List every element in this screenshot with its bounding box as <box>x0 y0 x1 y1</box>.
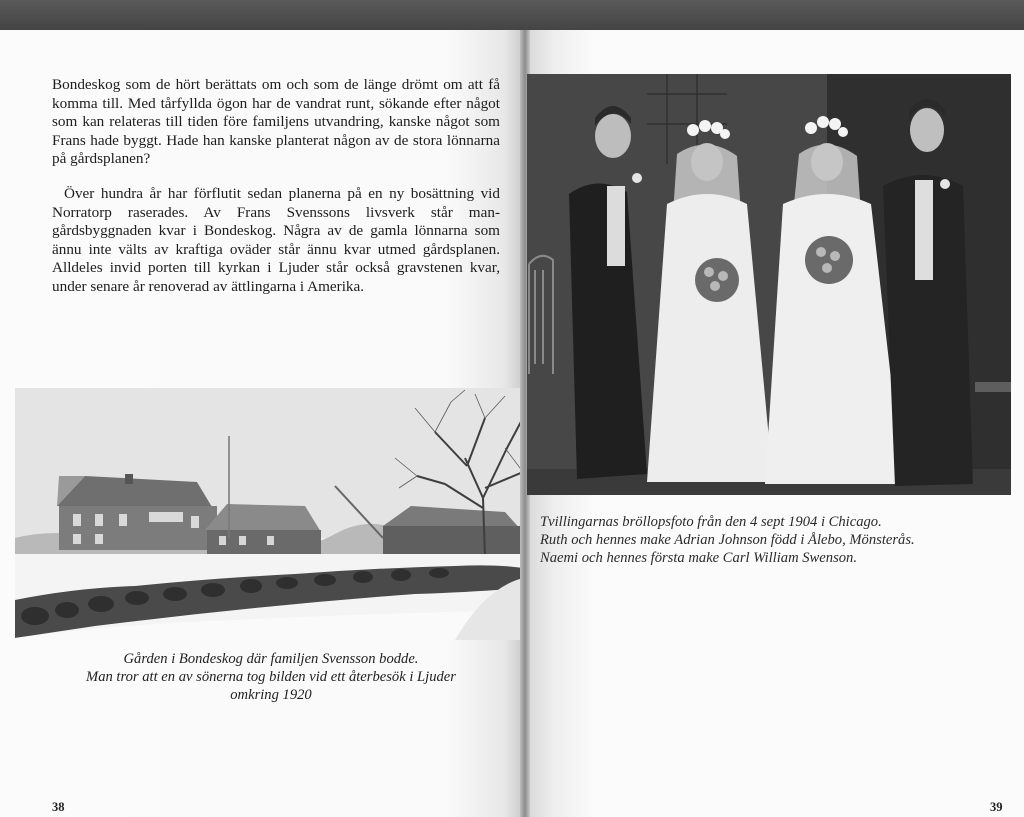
caption-line: Gården i Bondeskog där familjen Svensson bodde. <box>123 651 419 667</box>
caption-line: Man tror att en av sönerna tog bilden vid ett återbesök i Ljuder <box>86 669 456 685</box>
body-paragraph-2: Över hundra år har förflutit sedan planerna på en ny bosättning vid Norratorp raserades. Av Frans Svenssons livsverk står man-gårdsbyggnaden kvar i Bondeskog. Några av de gamla lönnarna som ännu inte välts av kraftiga oväder står ännu kvar utmed gårdsplanen. Alldeles invid porten till kyrkan i Ljuder står också gravstenen kvar, under senare år renoverad av ättlingarna i Amerika. <box>52 185 500 295</box>
wedding-photo-caption <box>540 513 980 567</box>
page-number-left: 38 <box>52 800 65 814</box>
caption-line: Tvillingarnas bröllopsfoto från den 4 sept 1904 i Chicago. <box>540 514 882 530</box>
wedding-photo <box>527 74 1011 495</box>
caption-line: omkring 1920 <box>230 687 312 703</box>
farm-photo <box>15 388 523 640</box>
scanner-background <box>0 0 1024 30</box>
caption-line: Ruth och hennes make Adrian Johnson född i Ålebo, Mönsterås. <box>540 532 915 548</box>
page-number-right: 39 <box>990 800 1003 814</box>
farm-photo-caption <box>50 650 492 704</box>
body-paragraph-1: Bondeskog som de hört berättats om och som de länge drömt om att få komma till. Med tårfyllda ögon har de vandrat runt, sökande efter något som kan relateras till tiden före familjens utvandring, kanske något som Frans hade byggt. Hade han kanske planterat någon av de stora lönnarna på gårdsplanen? <box>52 76 500 168</box>
caption-line: Naemi och hennes första make Carl William Swenson. <box>540 550 857 566</box>
